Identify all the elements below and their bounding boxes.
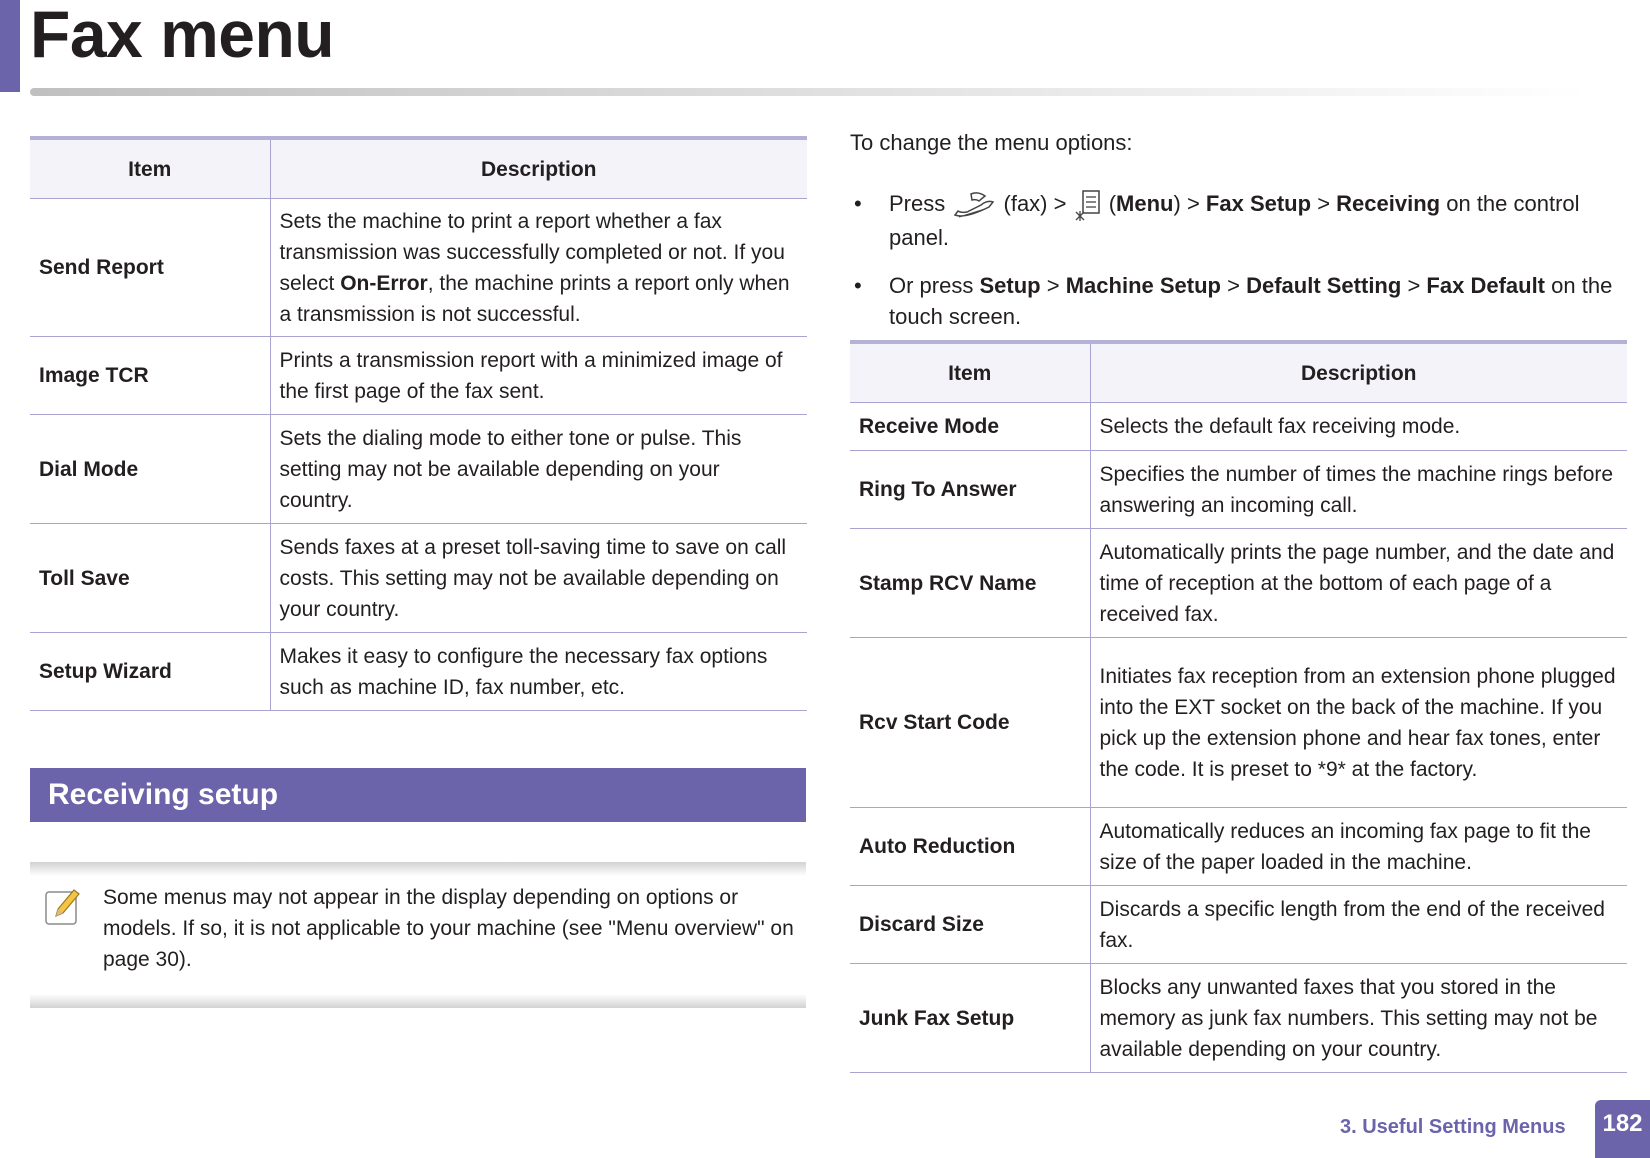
description-text: Sets the machine to print a report whether a fax transmission was successfully completed or not. If you select [279, 209, 785, 295]
item-cell: Rcv Start Code [850, 638, 1090, 808]
step-text: Or press [889, 273, 974, 299]
column-header-description: Description [1090, 342, 1627, 403]
item-cell: Receive Mode [850, 403, 1090, 451]
list-item [850, 188, 1630, 253]
description-cell: Blocks any unwanted faxes that you stored in the memory as junk fax numbers. This setting may not be available depending on your country. [1090, 964, 1627, 1073]
description-cell: Specifies the number of times the machine rings before answering an incoming call. [1090, 451, 1627, 529]
step-emphasis-fax-default: Fax Default [1426, 273, 1546, 299]
table-row [30, 524, 807, 633]
step-emphasis-machine-setup: Machine Setup [1065, 273, 1221, 299]
description-cell: Sets the dialing mode to either tone or pulse. This setting may not be available depending on your country. [270, 415, 807, 524]
step-text: on the touch screen. [889, 273, 1613, 330]
table-header-row [850, 342, 1627, 403]
description-emphasis: On-Error [340, 271, 428, 295]
step-text: (fax) > [1003, 191, 1067, 216]
step-separator: > [1407, 273, 1421, 299]
fax-icon [951, 188, 997, 222]
bullet: • [854, 191, 862, 216]
instructions-intro: To change the menu options: [850, 130, 1133, 155]
description-text: , the machine prints a report only when a transmission is not successful. [279, 271, 790, 326]
table-row [30, 633, 807, 711]
page-number: 182 [1595, 1100, 1650, 1158]
table-header-row [30, 138, 807, 199]
bullet: • [854, 273, 862, 299]
table-row [30, 337, 807, 415]
item-cell: Junk Fax Setup [850, 964, 1090, 1073]
column-header-item: Item [30, 138, 270, 199]
step-separator: > [1227, 273, 1240, 299]
step-text: ) > [1173, 191, 1200, 216]
step-emphasis-receiving: Receiving [1336, 191, 1441, 216]
item-cell: Setup Wizard [30, 633, 270, 711]
description-cell: Prints a transmission report with a minimized image of the first page of the fax sent. [270, 337, 807, 415]
receiving-settings-table [850, 340, 1627, 1073]
step-emphasis-default-setting: Default Setting [1246, 273, 1402, 299]
title-divider [30, 88, 1590, 96]
description-cell: Discards a specific length from the end of the received fax. [1090, 886, 1627, 964]
table-row [30, 415, 807, 524]
description-cell: Initiates fax reception from an extension phone plugged into the EXT socket on the back of the machine. If you pick up the extension phone and hear fax tones, enter the code. It is preset to *9* at the factory. [1090, 638, 1627, 808]
title-accent-bar [0, 0, 20, 92]
description-cell: Automatically reduces an incoming fax page to fit the size of the paper loaded in the machine. [1090, 808, 1627, 886]
step-separator: > [1317, 191, 1331, 216]
item-cell: Ring To Answer [850, 451, 1090, 529]
item-cell: Dial Mode [30, 415, 270, 524]
description-cell: Makes it easy to configure the necessary fax options such as machine ID, fax number, etc. [270, 633, 807, 711]
list-item [850, 270, 1630, 332]
note-bottom-border [30, 994, 806, 1008]
description-cell: Sends faxes at a preset toll-saving time to save on call costs. This setting may not be available depending on your country. [270, 524, 807, 633]
footer-chapter-label: 3. Useful Setting Menus [1340, 1116, 1566, 1138]
note-top-border [30, 862, 806, 876]
item-cell: Toll Save [30, 524, 270, 633]
table-row [850, 964, 1627, 1073]
item-cell: Send Report [30, 199, 270, 337]
item-cell: Discard Size [850, 886, 1090, 964]
step-emphasis-fax-setup: Fax Setup [1205, 191, 1312, 216]
note-text: Some menus may not appear in the display depending on options or models. If so, it is not applicable to your machine (see "Menu overview" on page 30). [103, 886, 794, 971]
column-header-item: Item [850, 342, 1090, 403]
step-text: ( [1108, 191, 1117, 216]
item-cell: Image TCR [30, 337, 270, 415]
note-pencil-icon [44, 886, 82, 926]
step-emphasis-menu: Menu [1116, 191, 1174, 216]
description-cell: Automatically prints the page number, and the date and time of reception at the bottom of each page of a received fax. [1090, 529, 1627, 638]
description-cell [270, 199, 807, 337]
table-row [850, 451, 1627, 529]
fax-settings-table [30, 136, 807, 711]
table-row [850, 808, 1627, 886]
description-cell: Selects the default fax receiving mode. [1090, 403, 1627, 451]
item-cell: Auto Reduction [850, 808, 1090, 886]
item-cell: Stamp RCV Name [850, 529, 1090, 638]
step-text: Press [889, 191, 946, 216]
column-header-description: Description [270, 138, 807, 199]
section-header-receiving-setup: Receiving setup [30, 768, 806, 822]
step-separator: > [1046, 273, 1060, 299]
menu-icon [1073, 188, 1103, 222]
instructions-list [850, 188, 1630, 349]
table-row [850, 638, 1627, 808]
note-box [30, 862, 806, 1008]
table-row [850, 529, 1627, 638]
step-text: on the control panel. [889, 191, 1580, 251]
page-title: Fax menu [30, 0, 335, 71]
table-row [850, 403, 1627, 451]
table-row [850, 886, 1627, 964]
step-emphasis-setup: Setup [979, 273, 1041, 299]
table-row [30, 199, 807, 337]
